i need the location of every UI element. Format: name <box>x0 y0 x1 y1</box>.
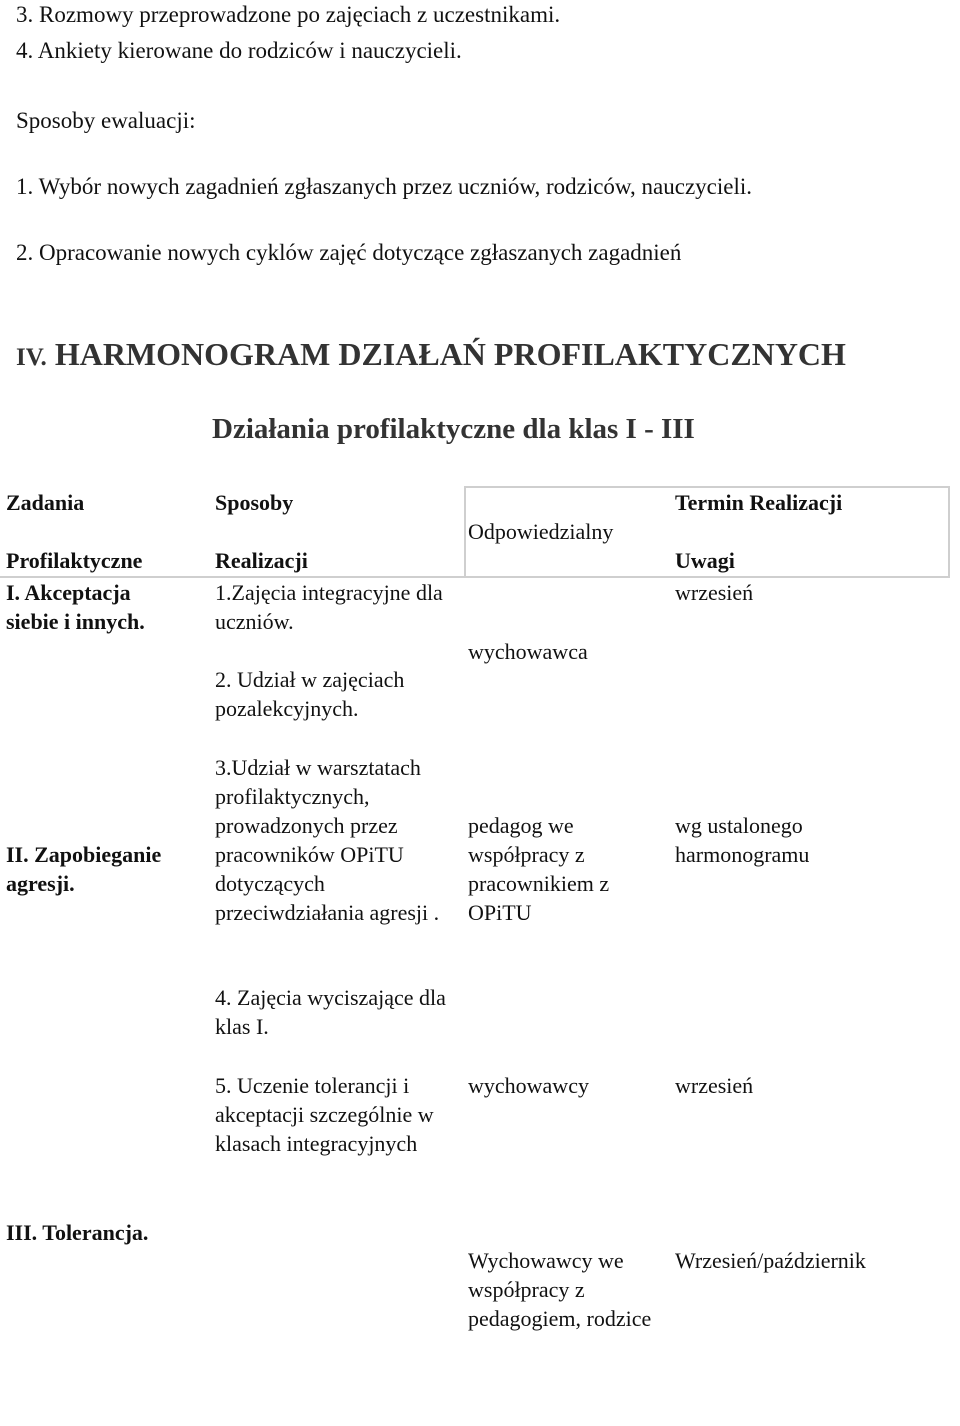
method-3: 3.Udział w warsztatach profilaktycznych, prowadzonych przez pracowników OPiTU dotyczących przeciwdziałania agresji . <box>215 755 440 925</box>
responsible-1: wychowawca <box>468 639 588 664</box>
header-term-line2: Uwagi <box>675 548 735 573</box>
term-4: Wrzesień/październik <box>675 1248 866 1273</box>
term-1: wrzesień <box>675 580 754 605</box>
responsible-3: wychowawcy <box>468 1073 589 1098</box>
method-4: 4. Zajęcia wyciszające dla klas I. <box>215 985 446 1039</box>
header-responsible: Odpowiedzialny <box>468 519 614 544</box>
intro-item-4: 4. Ankiety kierowane do rodziców i nauczycieli. <box>16 38 462 63</box>
section-heading <box>16 336 846 373</box>
term-2: wg ustalonego harmonogramu <box>675 813 810 867</box>
responsible-4: Wychowawcy we współpracy z pedagogiem, rodzice <box>468 1248 652 1331</box>
table-header-divider-left <box>464 486 466 578</box>
task-tolerance: III. Tolerancja. <box>6 1220 149 1245</box>
task-acceptance: I. Akceptacja siebie i innych. <box>6 580 145 634</box>
section-title: HARMONOGRAM DZIAŁAŃ PROFILAKTYCZNYCH <box>54 336 846 372</box>
term-3: wrzesień <box>675 1073 754 1098</box>
task-aggression-prevention: II. Zapobieganie agresji. <box>6 842 162 896</box>
header-tasks-line2: Profilaktyczne <box>6 548 143 573</box>
evaluation-item-1: 1. Wybór nowych zagadnień zgłaszanych przez uczniów, rodziców, nauczycieli. <box>16 174 752 199</box>
method-5: 5. Uczenie tolerancji i akceptacji szczególnie w klasach integracyjnych <box>215 1073 434 1156</box>
method-1: 1.Zajęcia integracyjne dla uczniów. <box>215 580 443 634</box>
method-2: 2. Udział w zajęciach pozalekcyjnych. <box>215 667 405 721</box>
header-methods-line1: Sposoby <box>215 490 294 515</box>
subtitle: Działania profilaktyczne dla klas I - III <box>212 413 695 445</box>
evaluation-item-2: 2. Opracowanie nowych cyklów zajęć dotyczące zgłaszanych zagadnień <box>16 240 682 265</box>
responsible-2: pedagog we współpracy z pracownikiem z OPiTU <box>468 813 610 925</box>
section-number: IV. <box>16 344 47 371</box>
table-header-divider-right <box>948 486 950 578</box>
header-term-line1: Termin Realizacji <box>675 490 843 515</box>
evaluation-heading: Sposoby ewaluacji: <box>16 108 196 133</box>
header-methods-line2: Realizacji <box>215 548 308 573</box>
intro-item-3: 3. Rozmowy przeprowadzone po zajęciach z uczestnikami. <box>16 2 561 27</box>
header-tasks-line1: Zadania <box>6 490 85 515</box>
